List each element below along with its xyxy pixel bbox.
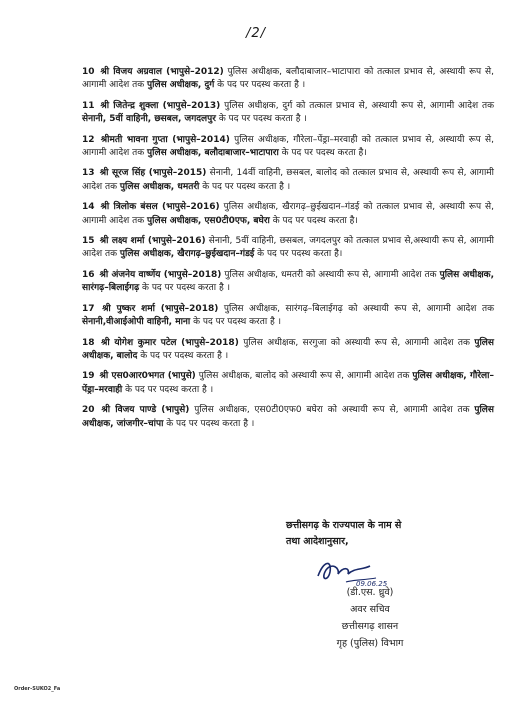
signatory-designation: अवर सचिव — [350, 604, 390, 615]
order-text: पुलिस अधीक्षक, सारंगढ़–बिलाईगढ़ को अस्थायी रूप से, आगामी आदेश तक — [218, 303, 494, 314]
order-item-17 — [82, 303, 494, 330]
order-number: 19 — [82, 371, 95, 382]
order-text-end: के पद पर पदस्थ करता है। — [254, 249, 343, 260]
order-text: पुलिस अधीक्षक, गौरेला–पेंड्रा–मरवाही को तत्काल प्रभाव से, अस्थायी रूप से, आगामी आदेश तक — [82, 134, 494, 159]
footer-code: Order-SUKO2_Fa — [14, 686, 61, 692]
officer-name: श्री लक्ष्य शर्मा (भापुसे–2016) — [99, 236, 206, 247]
handwritten-signature — [300, 560, 440, 588]
closing-line-1: छत्तीसगढ़ के राज्यपाल के नाम से — [286, 520, 402, 531]
order-text: पुलिस अधीक्षक, बालोद को अस्थायी रूप से, आगामी आदेश तक — [195, 371, 413, 382]
order-text-end: के पद पर पदस्थ करता है । — [199, 181, 291, 192]
new-posting: पुलिस अधीक्षक, जांजगीर–चांपा — [82, 405, 494, 429]
order-item-12 — [82, 134, 494, 161]
order-number: 17 — [82, 303, 95, 314]
order-text-end: के पद पर पदस्थ करता है । — [190, 317, 282, 328]
order-text: पुलिस अधीक्षक, बलौदाबाजार–भाटापारा को तत्काल प्रभाव से, अस्थायी रूप से, आगामी आदेश तक — [82, 67, 494, 91]
order-text-end: के पद पर पदस्थ करता है । — [122, 384, 214, 395]
officer-name: श्री विजय अग्रवाल (भापुसे–2012) — [100, 67, 224, 77]
new-posting: पुलिस अधीक्षक, खैरागढ़–छुईखदान–गंडई — [119, 249, 255, 260]
order-text-end: के पद पर पदस्थ करता है । — [214, 80, 306, 91]
order-text: पुलिस अधीक्षक, खैरागढ़–छुईखदान–गंडई को तत्काल प्रभाव से, अस्थायी रूप से, आगामी आदेश तक — [82, 202, 494, 226]
officer-name: श्रीमती भावना गुप्ता (भापुसे–2014) — [100, 134, 230, 145]
order-item-16 — [82, 269, 494, 296]
new-posting: पुलिस अधीक्षक, एस0टी0एफ, बघेरा — [147, 215, 270, 226]
order-number: 10 — [82, 67, 95, 77]
officer-name: श्री त्रिलोक बंसल (भापुसे–2016) — [100, 202, 220, 213]
officer-name: श्री अंजनेय वार्ष्णेय (भापुसे–2018) — [99, 269, 222, 280]
new-posting: पुलिस अधीक्षक, गौरेला–पेंड्रा–मरवाही — [82, 371, 494, 395]
order-text: सेनानी, 5वीं वाहिनी, छसबल, जगदलपुर को तत्काल प्रभाव से,अस्थायी रूप से, आगामी आदेश तक — [82, 236, 494, 260]
signature-scribble-icon — [310, 554, 390, 588]
order-number: 15 — [82, 236, 95, 247]
order-item-15 — [82, 235, 494, 262]
officer-name: श्री पुष्कर शर्मा (भापुसे–2018) — [102, 303, 219, 314]
signatory-department: गृह (पुलिस) विभाग — [336, 638, 404, 649]
order-number: 20 — [82, 405, 95, 416]
order-text-end: के पद पर पदस्थ करता है । — [163, 418, 255, 429]
order-text: सेनानी, 14वीं वाहिनी, छसबल, बालोद को तत्काल प्रभाव से, अस्थायी रूप से, आगामी आदेश तक — [82, 168, 494, 192]
signatory-name: (डी.एस. ध्रुवे) — [346, 587, 394, 598]
closing-authority — [286, 518, 486, 550]
new-posting: पुलिस अधीक्षक, दुर्ग — [147, 80, 215, 91]
svg-text:09.06.25: 09.06.25 — [356, 580, 388, 588]
order-list — [82, 66, 494, 431]
order-text: पुलिस अधीक्षक, सरगुजा को अस्थायी रूप से, आगामी आदेश तक — [238, 337, 475, 348]
order-text-end: के पद पर पदस्थ करता है। — [269, 215, 358, 226]
order-item-18 — [82, 337, 494, 364]
order-number: 13 — [82, 168, 95, 179]
officer-name: श्री विजय पाण्डे (भापुसे) — [101, 405, 190, 416]
order-text-end: के पद पर पदस्थ करता है। — [278, 148, 367, 159]
officer-name: श्री जितेन्द्र शुक्ला (भापुसे–2013) — [100, 100, 221, 111]
new-posting: पुलिस अधीक्षक, बलौदाबाजार–भाटापारा — [147, 148, 279, 159]
order-text-end: के पद पर पदस्थ करता है । — [215, 114, 307, 125]
new-posting: पुलिस अधीक्षक, धमतरी — [119, 181, 200, 192]
new-posting: सेनानी,वीआईओपी वाहिनी, माना — [82, 317, 191, 328]
order-text: पुलिस अधीक्षक, एस0टी0एफ0 बघेरा को अस्थायी रूप से, आगामी आदेश तक — [189, 405, 475, 416]
officer-name: श्री योगेश कुमार पटेल (भापुसे–2018) — [100, 337, 239, 348]
order-item-20 — [82, 404, 494, 431]
closing-line-2: तथा आदेशानुसार, — [286, 536, 349, 547]
new-posting: पुलिस अधीक्षक, बालोद — [82, 337, 494, 361]
order-text: पुलिस अधीक्षक, धमतरी को अस्थायी रूप से, आगामी आदेश तक — [221, 269, 440, 280]
order-number: 14 — [82, 202, 95, 213]
order-item-19 — [82, 370, 494, 397]
new-posting: पुलिस अधीक्षक, सारंगढ़–बिलाईगढ़ — [82, 269, 494, 294]
signatory-government: छत्तीसगढ़ शासन — [341, 621, 399, 632]
order-number: 16 — [82, 269, 95, 280]
order-text-end: के पद पर पदस्थ करता है । — [139, 283, 231, 294]
order-item-11 — [82, 100, 494, 127]
order-number: 12 — [82, 134, 95, 145]
order-number: 11 — [82, 100, 95, 111]
order-text: पुलिस अधीक्षक, दुर्ग को तत्काल प्रभाव से, अस्थायी रूप से, आगामी आदेश तक — [220, 100, 494, 111]
page-number: /2/ — [245, 26, 267, 41]
order-item-13 — [82, 167, 494, 194]
officer-name: श्री सूरज सिंह (भापुसे–2015) — [99, 168, 207, 179]
order-item-14 — [82, 201, 494, 228]
signature-block — [300, 560, 440, 652]
order-number: 18 — [82, 337, 95, 348]
new-posting: सेनानी, 5वीं वाहिनी, छसबल, जगदलपुर — [82, 114, 216, 125]
order-text-end: के पद पर पदस्थ करता है । — [137, 350, 229, 361]
order-item-10 — [82, 66, 494, 93]
officer-name: श्री एस0आर0भगत (भापुसे) — [99, 371, 196, 382]
